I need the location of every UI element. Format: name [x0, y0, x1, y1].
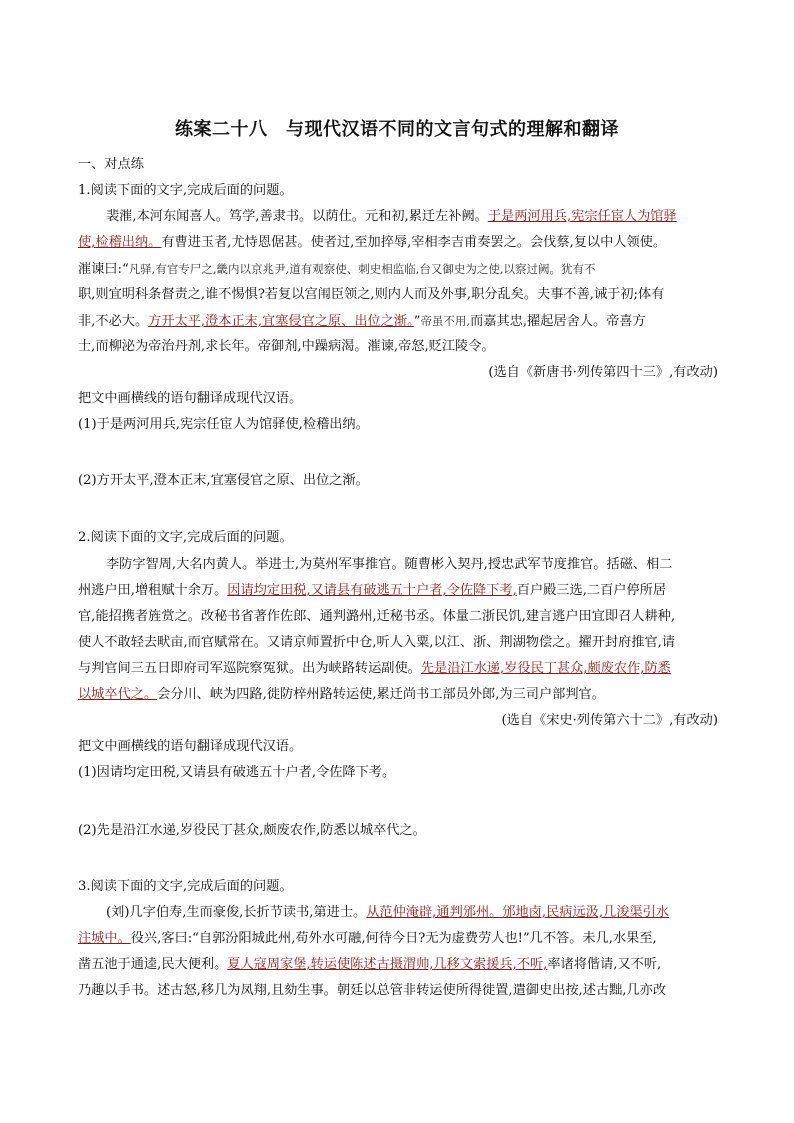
q2-passage-line-3: 官,能招携者旌赏之。改秘书省著作佐郎、通判潞州,迁秘书丞。体量二浙民饥,建言逃户田宜即召人耕种,: [78, 609, 676, 624]
q2-underlined-sentence-2-cont: 以城卒代之。: [78, 687, 158, 702]
q1-subquestion-1: (1)于是两河用兵,宪宗任宦人为馆驿使,检稽出纳。: [78, 417, 369, 432]
q1-passage-line-2: 使,检稽出纳。有曹进玉者,尤恃恩倨甚。使者过,至加捽辱,宰相李吉甫奏罢之。会伐蔡,复以中人领使。: [78, 235, 667, 250]
q1-underlined-sentence-2: 方开太平,澄本正末,宜塞侵官之原、出位之渐。: [148, 314, 414, 329]
question-2-stem: 2.阅读下面的文字,完成后面的问题。: [78, 530, 293, 545]
q2-subquestion-1: (1)因请均定田税,又请县有破逃五十户者,令佐降下考。: [78, 765, 396, 780]
q3-passage-line-1: (刘)几字伯寿,生而豪俊,长折节读书,第进士。从范仲淹辟,通判邠州。邠地卤,民病远汲,几浚渠引水: [106, 905, 669, 920]
q1-passage-line-6: 士,而柳泌为帝治丹剂,求长年。帝御剂,中躁病渴。漼谏,帝怒,贬江陵令。: [78, 339, 495, 354]
q2-underlined-sentence-1: 因请均定田税,又请县有破逃五十户者,令佐降下考,: [227, 583, 517, 598]
q2-passage-line-2: 州逃户田,增租赋十余万。因请均定田税,又请县有破逃五十户者,令佐降下考,百户殿三选,二百户停所居: [78, 583, 667, 598]
q2-passage-line-5: 与判官间三五日即府司军巡院察冤狱。出为峡路转运副使。先是沿江水递,岁役民丁甚众,颇废农作,防悉: [78, 661, 671, 676]
q1-source: (选自《新唐书·列传第四十三》,有改动): [488, 365, 718, 380]
question-1-stem: 1.阅读下面的文字,完成后面的问题。: [78, 183, 293, 198]
q2-subquestion-2: (2)先是沿江水递,岁役民丁甚众,颇废农作,防悉以城卒代之。: [78, 823, 426, 838]
q1-passage-line-4: 职,则宜明科条督责之,谁不惕惧?若复以宫闱臣领之,则内人而及外事,职分乱矣。夫事不善,诫于初;体有: [78, 287, 665, 302]
q2-passage-line-6: 以城卒代之。会分川、峡为四路,徙防梓州路转运使,累迁尚书工部员外郎,为三司户部判官。: [78, 687, 605, 702]
q3-underlined-sentence-1-cont: 注城中。: [78, 931, 131, 946]
q2-source: (选自《宋史·列传第六十二》,有改动): [501, 713, 718, 728]
question-3-stem: 3.阅读下面的文字,完成后面的问题。: [78, 879, 293, 894]
section-heading: 一、对点练: [78, 157, 144, 172]
q3-passage-line-4: 乃趣以手书。述古怒,移几为凤翔,且劾生事。朝廷以总管非转运使所得徙置,遣御史出按,述古黜,几亦改: [78, 983, 667, 998]
q1-passage-line-1: 裴漼,本河东闻喜人。笃学,善隶书。以荫仕。元和初,累迁左补阙。于是两河用兵,宪宗任宦人为馆驿: [106, 209, 677, 224]
q1-passage-line-3: 漼谏曰:“凡驿,有官专尸之,畿内以京兆尹,道有观察使、刺史相监临,台又御史为之使,以察过阙。犹有不: [78, 262, 596, 277]
page-title: 练案二十八 与现代汉语不同的文言句式的理解和翻译: [175, 119, 619, 140]
q1-subquestion-2: (2)方开太平,澄本正末,宜塞侵官之原、出位之渐。: [78, 473, 369, 488]
q3-underlined-sentence-1: 从范仲淹辟,通判邠州。邠地卤,民病远汲,几浚渠引水: [366, 905, 669, 920]
q3-underlined-sentence-2: 夏人寇周家堡,转运使陈述古摄渭帅,几移文索援兵,不听,: [227, 957, 548, 972]
q1-passage-line-5: 非,不必大。方开太平,澄本正末,宜塞侵官之原、出位之渐。”帝虽不用,而嘉其忠,擢起居舍人。帝喜方: [78, 314, 646, 329]
q1-underlined-sentence-1-cont: 使,检稽出纳。: [78, 235, 162, 250]
q3-passage-line-2: 注城中。役兴,客曰:“自郭汾阳城此州,苟外水可融,何待今日?无为虚费劳人也!”几不答。未几,水果至,: [78, 931, 657, 946]
q2-underlined-sentence-2: 先是沿江水递,岁役民丁甚众,颇废农作,防悉: [420, 661, 671, 676]
q2-instruction: 把文中画横线的语句翻译成现代汉语。: [78, 739, 303, 754]
q1-instruction: 把文中画横线的语句翻译成现代汉语。: [78, 391, 303, 406]
q3-passage-line-3: 凿五池于通逵,民大便利。夏人寇周家堡,转运使陈述古摄渭帅,几移文索援兵,不听,率诸将偕请,又不听,: [78, 957, 662, 972]
q1-underlined-sentence-1: 于是两河用兵,宪宗任宦人为馆驿: [487, 209, 677, 224]
q2-passage-line-1: 李防字智周,大名内黄人。举进士,为莫州军事推官。随曹彬入契丹,授忠武军节度推官。括磁、相二: [106, 557, 673, 572]
q2-passage-line-4: 使人不敢轻去畎亩,而官赋常在。又请京师置折中仓,听人入粟,以江、浙、荆湖物偿之。擢开封府推官,请: [78, 635, 676, 650]
